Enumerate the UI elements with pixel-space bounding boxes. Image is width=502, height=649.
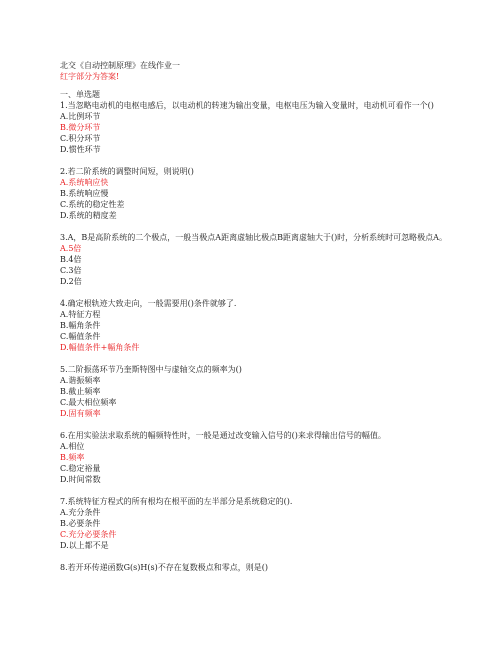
answer-option: C.积分环节 (60, 134, 101, 143)
correct-answer-option: D.幅值条件+幅角条件 (60, 343, 140, 352)
question-block (60, 100, 455, 155)
answer-option: A.比例环节 (60, 112, 101, 121)
answer-option: C.3倍 (60, 266, 82, 275)
question-block (60, 496, 455, 551)
correct-answer-option: B.频率 (60, 453, 85, 462)
answer-option: A.相位 (60, 442, 85, 451)
spacer (60, 221, 455, 232)
answer-option: B.幅角条件 (60, 321, 101, 330)
spacer (60, 82, 455, 89)
spacer (60, 155, 455, 166)
question-block (60, 430, 455, 485)
answer-option: D.以上都不是 (60, 541, 109, 550)
spacer (60, 485, 455, 496)
correct-answer-option: B.微分环节 (60, 123, 101, 132)
correct-answer-option: D.固有频率 (60, 409, 101, 418)
section-heading: 一、单选题 (60, 90, 100, 99)
answer-option: A.充分条件 (60, 508, 101, 517)
answer-option: B.系统响应慢 (60, 189, 109, 198)
question-text: 7.系统特征方程式的所有根均在根平面的左半部分是系统稳定的(). (60, 497, 293, 506)
question-text: 6.在用实验法求取系统的幅频特性时，一般是通过改变输入信号的()来求得输出信号的幅值。 (60, 431, 386, 440)
answer-option: C.幅值条件 (60, 332, 101, 341)
answer-option: A.特征方程 (60, 310, 101, 319)
answer-option: D.时间常数 (60, 475, 101, 484)
answer-option: C.稳定裕量 (60, 464, 101, 473)
question-list (60, 100, 455, 573)
spacer (60, 551, 455, 562)
question-text: 5.二阶振荡环节乃奎斯特图中与虚轴交点的频率为() (60, 365, 242, 374)
spacer (60, 353, 455, 364)
question-text: 2.若二阶系统的调整时间短，则说明() (60, 167, 194, 176)
correct-answer-option: A.系统响应快 (60, 178, 109, 187)
document-title: 北交《自动控制原理》在线作业一 (60, 61, 180, 70)
answer-option: C.系统的稳定性差 (60, 200, 125, 209)
spacer (60, 419, 455, 430)
spacer (60, 287, 455, 298)
question-block (60, 298, 455, 353)
question-block (60, 562, 455, 573)
correct-answer-option: C.充分必要条件 (60, 530, 117, 539)
answer-option: A.谐振频率 (60, 376, 101, 385)
document-page (60, 60, 455, 573)
question-text: 4.确定根轨迹大致走向，一般需要用()条件就够了. (60, 299, 237, 308)
answer-option: C.最大相位频率 (60, 398, 117, 407)
answer-note: 红字部分为答案! (60, 72, 120, 81)
question-block (60, 166, 455, 221)
question-text: 8.若开环传递函数G(s)H(s)不存在复数极点和零点，则是() (60, 563, 268, 572)
answer-option: B.4倍 (60, 255, 82, 264)
answer-option: D.系统的精度差 (60, 211, 117, 220)
question-text: 1.当忽略电动机的电枢电感后，以电动机的转速为输出变量，电枢电压为输入变量时，电动机可看作一个() (60, 101, 434, 110)
question-text: 3.A，B是高阶系统的二个极点，一般当极点A距离虚轴比极点B距离虚轴大于()时，分析系统时可忽略极点A。 (60, 233, 447, 242)
answer-option: B.必要条件 (60, 519, 101, 528)
answer-option: B.截止频率 (60, 387, 101, 396)
question-block (60, 232, 455, 287)
answer-option: D.2倍 (60, 277, 82, 286)
question-block (60, 364, 455, 419)
answer-option: D.惯性环节 (60, 145, 101, 154)
correct-answer-option: A.5倍 (60, 244, 82, 253)
